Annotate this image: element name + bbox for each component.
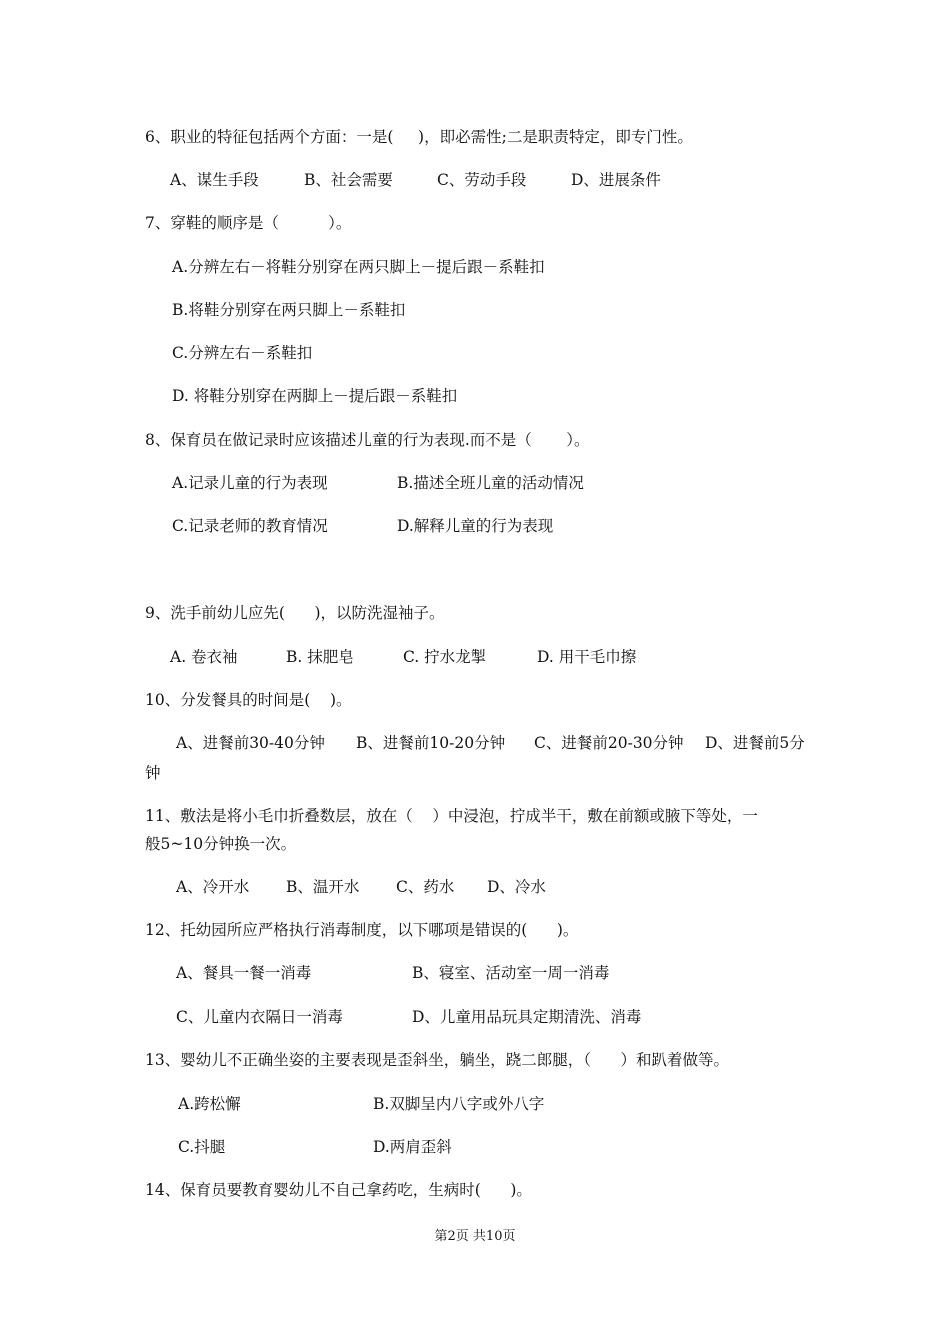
question-7-option-d: D. 将鞋分别穿在两脚上－提后跟－系鞋扣	[172, 387, 458, 405]
question-9-option-c: C. 拧水龙掣	[403, 648, 487, 666]
question-9-option-d: D. 用干毛巾擦	[537, 648, 637, 666]
question-11-option-c: C、药水	[396, 878, 455, 896]
question-10-option-c: C、进餐前20-30分钟	[534, 734, 684, 752]
question-8-option-d: D.解释儿童的行为表现	[397, 517, 554, 535]
question-13-option-b: B.双脚呈内八字或外八字	[373, 1095, 545, 1113]
question-8-option-c: C.记录老师的教育情况	[172, 517, 328, 535]
question-12-option-d: D、儿童用品玩具定期清洗、消毒	[412, 1008, 642, 1026]
question-11-stem-wrap: 般5~10分钟换一次。	[145, 835, 297, 853]
question-11-stem: 11、敷法是将小毛巾折叠数层，放在（ ）中浸泡，拧成半干，敷在前额或腋下等处，一	[145, 807, 758, 825]
question-10-option-d: D、进餐前5分	[705, 734, 805, 752]
question-13-option-c: C.抖腿	[178, 1138, 226, 1156]
question-13-option-d: D.两肩歪斜	[373, 1138, 452, 1156]
question-12-stem: 12、托幼园所应严格执行消毒制度，以下哪项是错误的( )。	[145, 921, 579, 939]
question-10-stem: 10、分发餐具的时间是( )。	[145, 691, 352, 709]
question-13-option-a: A.跨松懈	[178, 1095, 241, 1113]
question-8-stem: 8、保育员在做记录时应该描述儿童的行为表现.而不是（ ）。	[145, 431, 590, 449]
question-14-stem: 14、保育员要教育婴幼儿不自己拿药吃，生病时( )。	[145, 1181, 532, 1199]
question-9-option-b: B. 抹肥皂	[286, 648, 354, 666]
question-6-stem: 6、职业的特征包括两个方面：一是( )，即必需性;二是职责特定，即专门性。	[145, 128, 693, 146]
question-12-option-c: C、儿童内衣隔日一消毒	[176, 1008, 343, 1026]
question-11-option-a: A、冷开水	[176, 878, 250, 896]
question-7-option-c: C.分辨左右－系鞋扣	[172, 344, 313, 362]
question-11-option-b: B、温开水	[286, 878, 360, 896]
question-11-option-d: D、冷水	[487, 878, 546, 896]
question-8-option-b: B.描述全班儿童的活动情况	[397, 474, 584, 492]
question-12-option-b: B、寝室、活动室一周一消毒	[412, 964, 610, 982]
question-13-stem: 13、婴幼儿不正确坐姿的主要表现是歪斜坐，躺坐，跷二郎腿，（ ）和趴着做等。	[145, 1051, 730, 1069]
question-8-option-a: A.记录儿童的行为表现	[172, 474, 328, 492]
question-6-option-c: C、劳动手段	[437, 171, 527, 189]
question-6-option-a: A、谋生手段	[170, 171, 259, 189]
question-6-option-d: D、进展条件	[571, 171, 661, 189]
question-10-option-b: B、进餐前10-20分钟	[356, 734, 506, 752]
question-10-option-a: A、进餐前30-40分钟	[176, 734, 325, 752]
question-12-option-a: A、餐具一餐一消毒	[176, 964, 312, 982]
question-10-option-d-wrap: 钟	[145, 764, 161, 782]
page-footer: 第2页 共10页	[434, 1229, 516, 1244]
question-7-option-a: A.分辨左右－将鞋分别穿在两只脚上－提后跟－系鞋扣	[172, 258, 545, 276]
question-6-option-b: B、社会需要	[304, 171, 393, 189]
question-7-option-b: B.将鞋分别穿在两只脚上－系鞋扣	[172, 301, 406, 319]
question-7-stem: 7、穿鞋的顺序是（ ）。	[145, 214, 352, 232]
question-9-option-a: A. 卷衣袖	[170, 648, 238, 666]
question-9-stem: 9、洗手前幼儿应先( )，以防洗湿袖子。	[145, 604, 445, 622]
